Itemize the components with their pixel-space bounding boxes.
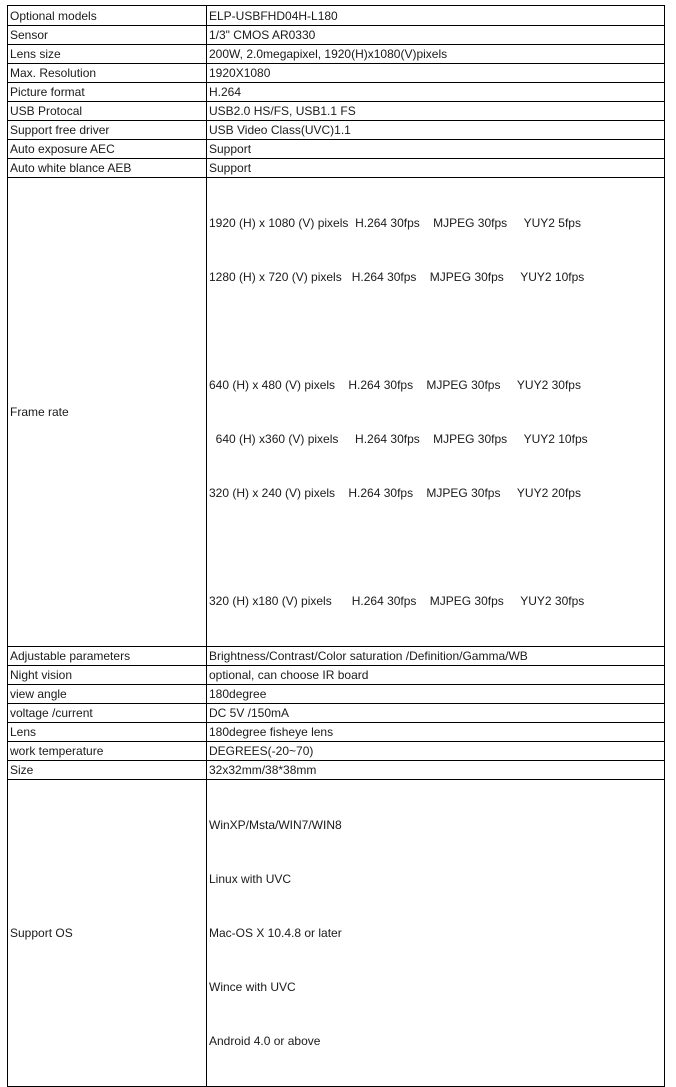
frame-rate-list <box>207 178 665 647</box>
spec-label: Support free driver <box>8 121 207 140</box>
support-os-list <box>207 780 665 1087</box>
support-os-line: Wince with UVC <box>209 980 296 994</box>
spec-row-adjustable-parameters <box>8 647 665 666</box>
spec-row-support-os <box>8 780 665 1087</box>
spec-value: Support <box>207 140 665 159</box>
spec-value: optional, can choose IR board <box>207 666 665 685</box>
frame-rate-line: 640 (H) x 480 (V) pixels H.264 30fps MJPEG 30fps YUY2 30fps <box>209 378 581 392</box>
spec-value: 32x32mm/38*38mm <box>207 761 665 780</box>
spec-value: DC 5V /150mA <box>207 704 665 723</box>
spec-label: Auto white blance AEB <box>8 159 207 178</box>
spec-label: view angle <box>8 685 207 704</box>
spec-row-auto-exposure <box>8 140 665 159</box>
spec-label: Adjustable parameters <box>8 647 207 666</box>
spec-label: Lens size <box>8 45 207 64</box>
spec-row-frame-rate <box>8 178 665 647</box>
support-os-line: Linux with UVC <box>209 872 292 886</box>
spec-value: USB2.0 HS/FS, USB1.1 FS <box>207 102 665 121</box>
spec-value: 200W, 2.0megapixel, 1920(H)x1080(V)pixels <box>207 45 665 64</box>
spec-row-usb-protocol <box>8 102 665 121</box>
spec-label: USB Protocal <box>8 102 207 121</box>
spec-value: 180degree <box>207 685 665 704</box>
spec-value: 180degree fisheye lens <box>207 723 665 742</box>
spec-row-size <box>8 761 665 780</box>
spec-label: Picture format <box>8 83 207 102</box>
spec-row-view-angle <box>8 685 665 704</box>
spec-value: Brightness/Contrast/Color saturation /Definition/Gamma/WB <box>207 647 665 666</box>
spec-row-picture-format <box>8 83 665 102</box>
spec-row-voltage-current <box>8 704 665 723</box>
spec-value: H.264 <box>207 83 665 102</box>
spec-row-lens-size <box>8 45 665 64</box>
frame-rate-line: 640 (H) x360 (V) pixels H.264 30fps MJPEG 30fps YUY2 10fps <box>209 432 588 446</box>
frame-rate-line: 320 (H) x 240 (V) pixels H.264 30fps MJPEG 30fps YUY2 20fps <box>209 486 581 500</box>
spec-value: 1/3" CMOS AR0330 <box>207 26 665 45</box>
spec-value: DEGREES(-20~70) <box>207 742 665 761</box>
spec-table <box>7 5 665 1087</box>
spec-label: Auto exposure AEC <box>8 140 207 159</box>
spec-label: Night vision <box>8 666 207 685</box>
spec-label: Lens <box>8 723 207 742</box>
spec-label: Sensor <box>8 26 207 45</box>
support-os-line: WinXP/Msta/WIN7/WIN8 <box>209 818 342 832</box>
blank-line <box>209 538 662 556</box>
spec-row-support-free-driver <box>8 121 665 140</box>
frame-rate-line: 1280 (H) x 720 (V) pixels H.264 30fps MJPEG 30fps YUY2 10fps <box>209 270 585 284</box>
frame-rate-line: 320 (H) x180 (V) pixels H.264 30fps MJPEG 30fps YUY2 30fps <box>209 594 585 608</box>
spec-label: Support OS <box>8 780 207 1087</box>
spec-row-night-vision <box>8 666 665 685</box>
spec-label: Optional models <box>8 6 207 26</box>
blank-line <box>209 322 662 340</box>
spec-row-optional-models <box>8 6 665 26</box>
spec-row-max-resolution <box>8 64 665 83</box>
spec-row-lens <box>8 723 665 742</box>
support-os-line: Mac-OS X 10.4.8 or later <box>209 926 342 940</box>
spec-row-auto-white-balance <box>8 159 665 178</box>
spec-value: 1920X1080 <box>207 64 665 83</box>
support-os-line: Android 4.0 or above <box>209 1034 321 1048</box>
spec-label: work temperature <box>8 742 207 761</box>
frame-rate-line: 1920 (H) x 1080 (V) pixels H.264 30fps MJPEG 30fps YUY2 5fps <box>209 216 581 230</box>
spec-value: Support <box>207 159 665 178</box>
spec-value: USB Video Class(UVC)1.1 <box>207 121 665 140</box>
spec-label: Size <box>8 761 207 780</box>
spec-label: Max. Resolution <box>8 64 207 83</box>
spec-row-sensor <box>8 26 665 45</box>
spec-label: Frame rate <box>8 178 207 647</box>
spec-value: ELP-USBFHD04H-L180 <box>207 6 665 26</box>
spec-row-work-temperature <box>8 742 665 761</box>
spec-label: voltage /current <box>8 704 207 723</box>
